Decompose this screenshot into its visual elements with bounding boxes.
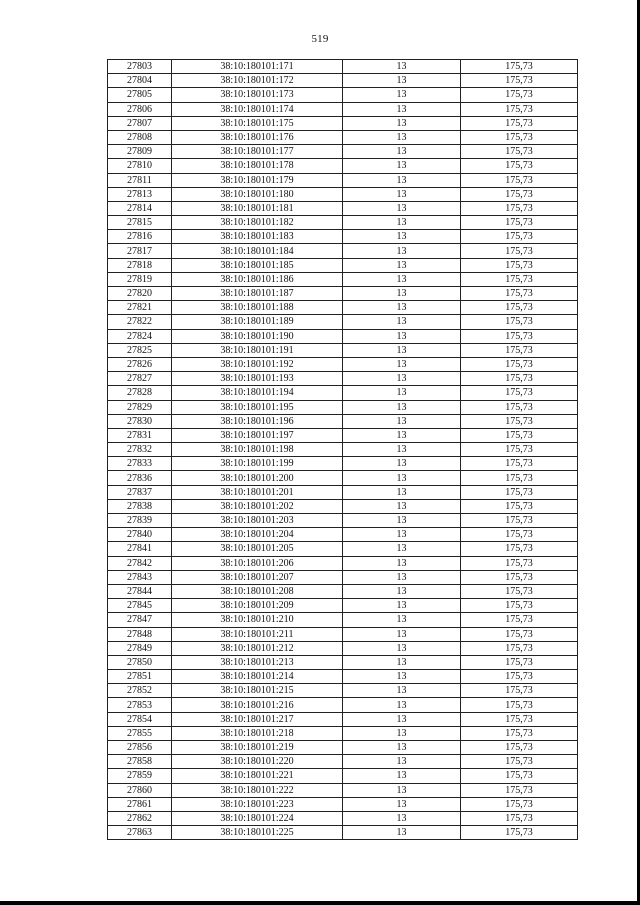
value-cell: 13 — [343, 514, 461, 528]
record-number-cell: 27863 — [108, 826, 172, 840]
value-cell: 13 — [343, 258, 461, 272]
table-row — [108, 670, 578, 684]
table-row — [108, 400, 578, 414]
table-body — [108, 60, 578, 840]
record-number-cell: 27841 — [108, 542, 172, 556]
table-row — [108, 414, 578, 428]
amount-cell: 175,73 — [461, 584, 578, 598]
cadastral-number-cell: 38:10:180101:206 — [172, 556, 343, 570]
value-cell: 13 — [343, 485, 461, 499]
cadastral-number-cell: 38:10:180101:183 — [172, 230, 343, 244]
table-row — [108, 173, 578, 187]
table-row — [108, 343, 578, 357]
cadastral-number-cell: 38:10:180101:171 — [172, 60, 343, 74]
amount-cell: 175,73 — [461, 712, 578, 726]
record-number-cell: 27856 — [108, 741, 172, 755]
record-number-cell: 27852 — [108, 684, 172, 698]
record-number-cell: 27844 — [108, 584, 172, 598]
record-number-cell: 27829 — [108, 400, 172, 414]
value-cell: 13 — [343, 400, 461, 414]
amount-cell: 175,73 — [461, 811, 578, 825]
value-cell: 13 — [343, 187, 461, 201]
amount-cell: 175,73 — [461, 769, 578, 783]
amount-cell: 175,73 — [461, 130, 578, 144]
table-row — [108, 301, 578, 315]
amount-cell: 175,73 — [461, 315, 578, 329]
record-number-cell: 27824 — [108, 329, 172, 343]
table-row — [108, 499, 578, 513]
value-cell: 13 — [343, 230, 461, 244]
value-cell: 13 — [343, 613, 461, 627]
amount-cell: 175,73 — [461, 60, 578, 74]
record-number-cell: 27814 — [108, 201, 172, 215]
amount-cell: 175,73 — [461, 542, 578, 556]
table-row — [108, 613, 578, 627]
value-cell: 13 — [343, 173, 461, 187]
cadastral-number-cell: 38:10:180101:215 — [172, 684, 343, 698]
cadastral-number-cell: 38:10:180101:223 — [172, 797, 343, 811]
cadastral-number-cell: 38:10:180101:199 — [172, 457, 343, 471]
record-number-cell: 27813 — [108, 187, 172, 201]
table-row — [108, 145, 578, 159]
table-row — [108, 584, 578, 598]
cadastral-number-cell: 38:10:180101:202 — [172, 499, 343, 513]
amount-cell: 175,73 — [461, 173, 578, 187]
amount-cell: 175,73 — [461, 428, 578, 442]
table-row — [108, 570, 578, 584]
record-number-cell: 27845 — [108, 599, 172, 613]
cadastral-number-cell: 38:10:180101:204 — [172, 528, 343, 542]
value-cell: 13 — [343, 116, 461, 130]
cadastral-number-cell: 38:10:180101:225 — [172, 826, 343, 840]
cadastral-number-cell: 38:10:180101:191 — [172, 343, 343, 357]
table-row — [108, 485, 578, 499]
cadastral-number-cell: 38:10:180101:185 — [172, 258, 343, 272]
table-row — [108, 698, 578, 712]
value-cell: 13 — [343, 811, 461, 825]
value-cell: 13 — [343, 684, 461, 698]
record-number-cell: 27860 — [108, 783, 172, 797]
table-row — [108, 187, 578, 201]
record-number-cell: 27853 — [108, 698, 172, 712]
cadastral-number-cell: 38:10:180101:188 — [172, 301, 343, 315]
amount-cell: 175,73 — [461, 287, 578, 301]
cadastral-number-cell: 38:10:180101:173 — [172, 88, 343, 102]
table-row — [108, 769, 578, 783]
parcel-table — [107, 59, 578, 840]
table-row — [108, 216, 578, 230]
table-row — [108, 471, 578, 485]
table-row — [108, 599, 578, 613]
table-row — [108, 60, 578, 74]
table-row — [108, 201, 578, 215]
record-number-cell: 27815 — [108, 216, 172, 230]
record-number-cell: 27840 — [108, 528, 172, 542]
value-cell: 13 — [343, 301, 461, 315]
table-row — [108, 542, 578, 556]
value-cell: 13 — [343, 329, 461, 343]
cadastral-number-cell: 38:10:180101:213 — [172, 655, 343, 669]
amount-cell: 175,73 — [461, 443, 578, 457]
record-number-cell: 27838 — [108, 499, 172, 513]
record-number-cell: 27806 — [108, 102, 172, 116]
value-cell: 13 — [343, 655, 461, 669]
cadastral-number-cell: 38:10:180101:186 — [172, 272, 343, 286]
amount-cell: 175,73 — [461, 485, 578, 499]
record-number-cell: 27821 — [108, 301, 172, 315]
amount-cell: 175,73 — [461, 159, 578, 173]
cadastral-number-cell: 38:10:180101:208 — [172, 584, 343, 598]
table-row — [108, 329, 578, 343]
cadastral-number-cell: 38:10:180101:210 — [172, 613, 343, 627]
value-cell: 13 — [343, 74, 461, 88]
cadastral-number-cell: 38:10:180101:172 — [172, 74, 343, 88]
amount-cell: 175,73 — [461, 741, 578, 755]
value-cell: 13 — [343, 216, 461, 230]
value-cell: 13 — [343, 826, 461, 840]
table-row — [108, 514, 578, 528]
value-cell: 13 — [343, 428, 461, 442]
amount-cell: 175,73 — [461, 216, 578, 230]
cadastral-number-cell: 38:10:180101:180 — [172, 187, 343, 201]
value-cell: 13 — [343, 641, 461, 655]
amount-cell: 175,73 — [461, 797, 578, 811]
table-row — [108, 627, 578, 641]
record-number-cell: 27818 — [108, 258, 172, 272]
record-number-cell: 27808 — [108, 130, 172, 144]
amount-cell: 175,73 — [461, 471, 578, 485]
value-cell: 13 — [343, 499, 461, 513]
value-cell: 13 — [343, 769, 461, 783]
table-row — [108, 826, 578, 840]
value-cell: 13 — [343, 783, 461, 797]
amount-cell: 175,73 — [461, 343, 578, 357]
amount-cell: 175,73 — [461, 514, 578, 528]
cadastral-number-cell: 38:10:180101:224 — [172, 811, 343, 825]
table-row — [108, 102, 578, 116]
value-cell: 13 — [343, 343, 461, 357]
cadastral-number-cell: 38:10:180101:201 — [172, 485, 343, 499]
table-row — [108, 726, 578, 740]
table-row — [108, 258, 578, 272]
value-cell: 13 — [343, 102, 461, 116]
table-row — [108, 244, 578, 258]
cadastral-number-cell: 38:10:180101:218 — [172, 726, 343, 740]
cadastral-number-cell: 38:10:180101:209 — [172, 599, 343, 613]
cadastral-number-cell: 38:10:180101:182 — [172, 216, 343, 230]
cadastral-number-cell: 38:10:180101:200 — [172, 471, 343, 485]
cadastral-number-cell: 38:10:180101:195 — [172, 400, 343, 414]
amount-cell: 175,73 — [461, 457, 578, 471]
cadastral-number-cell: 38:10:180101:181 — [172, 201, 343, 215]
record-number-cell: 27842 — [108, 556, 172, 570]
table-row — [108, 116, 578, 130]
cadastral-number-cell: 38:10:180101:220 — [172, 755, 343, 769]
table-row — [108, 386, 578, 400]
record-number-cell: 27833 — [108, 457, 172, 471]
record-number-cell: 27816 — [108, 230, 172, 244]
record-number-cell: 27855 — [108, 726, 172, 740]
amount-cell: 175,73 — [461, 386, 578, 400]
cadastral-number-cell: 38:10:180101:189 — [172, 315, 343, 329]
amount-cell: 175,73 — [461, 272, 578, 286]
value-cell: 13 — [343, 372, 461, 386]
amount-cell: 175,73 — [461, 556, 578, 570]
amount-cell: 175,73 — [461, 88, 578, 102]
cadastral-number-cell: 38:10:180101:197 — [172, 428, 343, 442]
record-number-cell: 27810 — [108, 159, 172, 173]
table-row — [108, 357, 578, 371]
record-number-cell: 27825 — [108, 343, 172, 357]
value-cell: 13 — [343, 145, 461, 159]
value-cell: 13 — [343, 528, 461, 542]
value-cell: 13 — [343, 570, 461, 584]
value-cell: 13 — [343, 797, 461, 811]
amount-cell: 175,73 — [461, 528, 578, 542]
amount-cell: 175,73 — [461, 329, 578, 343]
cadastral-number-cell: 38:10:180101:221 — [172, 769, 343, 783]
table-row — [108, 712, 578, 726]
value-cell: 13 — [343, 60, 461, 74]
value-cell: 13 — [343, 315, 461, 329]
amount-cell: 175,73 — [461, 670, 578, 684]
cadastral-number-cell: 38:10:180101:219 — [172, 741, 343, 755]
value-cell: 13 — [343, 287, 461, 301]
cadastral-number-cell: 38:10:180101:203 — [172, 514, 343, 528]
cadastral-number-cell: 38:10:180101:192 — [172, 357, 343, 371]
amount-cell: 175,73 — [461, 783, 578, 797]
record-number-cell: 27831 — [108, 428, 172, 442]
value-cell: 13 — [343, 443, 461, 457]
table-row — [108, 287, 578, 301]
value-cell: 13 — [343, 726, 461, 740]
amount-cell: 175,73 — [461, 826, 578, 840]
cadastral-number-cell: 38:10:180101:193 — [172, 372, 343, 386]
value-cell: 13 — [343, 755, 461, 769]
record-number-cell: 27832 — [108, 443, 172, 457]
record-number-cell: 27820 — [108, 287, 172, 301]
record-number-cell: 27817 — [108, 244, 172, 258]
cadastral-number-cell: 38:10:180101:196 — [172, 414, 343, 428]
record-number-cell: 27862 — [108, 811, 172, 825]
record-number-cell: 27836 — [108, 471, 172, 485]
table-row — [108, 372, 578, 386]
amount-cell: 175,73 — [461, 74, 578, 88]
record-number-cell: 27837 — [108, 485, 172, 499]
record-number-cell: 27851 — [108, 670, 172, 684]
amount-cell: 175,73 — [461, 627, 578, 641]
amount-cell: 175,73 — [461, 102, 578, 116]
amount-cell: 175,73 — [461, 641, 578, 655]
table-row — [108, 811, 578, 825]
amount-cell: 175,73 — [461, 301, 578, 315]
table-row — [108, 755, 578, 769]
record-number-cell: 27803 — [108, 60, 172, 74]
value-cell: 13 — [343, 712, 461, 726]
record-number-cell: 27807 — [108, 116, 172, 130]
table-row — [108, 443, 578, 457]
record-number-cell: 27819 — [108, 272, 172, 286]
record-number-cell: 27847 — [108, 613, 172, 627]
amount-cell: 175,73 — [461, 258, 578, 272]
amount-cell: 175,73 — [461, 201, 578, 215]
record-number-cell: 27858 — [108, 755, 172, 769]
value-cell: 13 — [343, 741, 461, 755]
value-cell: 13 — [343, 244, 461, 258]
amount-cell: 175,73 — [461, 726, 578, 740]
table-row — [108, 528, 578, 542]
record-number-cell: 27827 — [108, 372, 172, 386]
record-number-cell: 27804 — [108, 74, 172, 88]
table-row — [108, 797, 578, 811]
amount-cell: 175,73 — [461, 372, 578, 386]
cadastral-number-cell: 38:10:180101:212 — [172, 641, 343, 655]
cadastral-number-cell: 38:10:180101:205 — [172, 542, 343, 556]
cadastral-number-cell: 38:10:180101:190 — [172, 329, 343, 343]
table-row — [108, 783, 578, 797]
record-number-cell: 27861 — [108, 797, 172, 811]
amount-cell: 175,73 — [461, 230, 578, 244]
value-cell: 13 — [343, 414, 461, 428]
table-row — [108, 315, 578, 329]
table-row — [108, 272, 578, 286]
record-number-cell: 27826 — [108, 357, 172, 371]
value-cell: 13 — [343, 670, 461, 684]
amount-cell: 175,73 — [461, 357, 578, 371]
value-cell: 13 — [343, 584, 461, 598]
value-cell: 13 — [343, 471, 461, 485]
record-number-cell: 27839 — [108, 514, 172, 528]
value-cell: 13 — [343, 357, 461, 371]
cadastral-number-cell: 38:10:180101:175 — [172, 116, 343, 130]
value-cell: 13 — [343, 130, 461, 144]
value-cell: 13 — [343, 386, 461, 400]
amount-cell: 175,73 — [461, 145, 578, 159]
value-cell: 13 — [343, 556, 461, 570]
table-row — [108, 74, 578, 88]
amount-cell: 175,73 — [461, 116, 578, 130]
cadastral-number-cell: 38:10:180101:216 — [172, 698, 343, 712]
table-row — [108, 159, 578, 173]
value-cell: 13 — [343, 88, 461, 102]
amount-cell: 175,73 — [461, 755, 578, 769]
table-row — [108, 641, 578, 655]
value-cell: 13 — [343, 627, 461, 641]
cadastral-number-cell: 38:10:180101:187 — [172, 287, 343, 301]
cadastral-number-cell: 38:10:180101:214 — [172, 670, 343, 684]
cadastral-number-cell: 38:10:180101:198 — [172, 443, 343, 457]
value-cell: 13 — [343, 272, 461, 286]
amount-cell: 175,73 — [461, 698, 578, 712]
amount-cell: 175,73 — [461, 244, 578, 258]
table-row — [108, 230, 578, 244]
cadastral-number-cell: 38:10:180101:217 — [172, 712, 343, 726]
table-row — [108, 130, 578, 144]
value-cell: 13 — [343, 201, 461, 215]
amount-cell: 175,73 — [461, 414, 578, 428]
table-row — [108, 88, 578, 102]
amount-cell: 175,73 — [461, 613, 578, 627]
cadastral-number-cell: 38:10:180101:184 — [172, 244, 343, 258]
amount-cell: 175,73 — [461, 655, 578, 669]
record-number-cell: 27848 — [108, 627, 172, 641]
record-number-cell: 27849 — [108, 641, 172, 655]
table-row — [108, 741, 578, 755]
record-number-cell: 27850 — [108, 655, 172, 669]
cadastral-number-cell: 38:10:180101:176 — [172, 130, 343, 144]
cadastral-number-cell: 38:10:180101:178 — [172, 159, 343, 173]
record-number-cell: 27809 — [108, 145, 172, 159]
record-number-cell: 27811 — [108, 173, 172, 187]
table-row — [108, 457, 578, 471]
scan-border-bottom — [0, 901, 640, 905]
table-row — [108, 428, 578, 442]
cadastral-number-cell: 38:10:180101:177 — [172, 145, 343, 159]
value-cell: 13 — [343, 159, 461, 173]
value-cell: 13 — [343, 457, 461, 471]
record-number-cell: 27843 — [108, 570, 172, 584]
value-cell: 13 — [343, 542, 461, 556]
record-number-cell: 27854 — [108, 712, 172, 726]
amount-cell: 175,73 — [461, 684, 578, 698]
page-number: 519 — [311, 33, 329, 45]
value-cell: 13 — [343, 599, 461, 613]
table-row — [108, 556, 578, 570]
value-cell: 13 — [343, 698, 461, 712]
record-number-cell: 27830 — [108, 414, 172, 428]
cadastral-number-cell: 38:10:180101:222 — [172, 783, 343, 797]
amount-cell: 175,73 — [461, 599, 578, 613]
table-row — [108, 684, 578, 698]
amount-cell: 175,73 — [461, 570, 578, 584]
cadastral-number-cell: 38:10:180101:179 — [172, 173, 343, 187]
table-row — [108, 655, 578, 669]
amount-cell: 175,73 — [461, 400, 578, 414]
record-number-cell: 27859 — [108, 769, 172, 783]
cadastral-number-cell: 38:10:180101:207 — [172, 570, 343, 584]
amount-cell: 175,73 — [461, 187, 578, 201]
amount-cell: 175,73 — [461, 499, 578, 513]
record-number-cell: 27828 — [108, 386, 172, 400]
cadastral-number-cell: 38:10:180101:174 — [172, 102, 343, 116]
record-number-cell: 27822 — [108, 315, 172, 329]
record-number-cell: 27805 — [108, 88, 172, 102]
cadastral-number-cell: 38:10:180101:194 — [172, 386, 343, 400]
cadastral-number-cell: 38:10:180101:211 — [172, 627, 343, 641]
